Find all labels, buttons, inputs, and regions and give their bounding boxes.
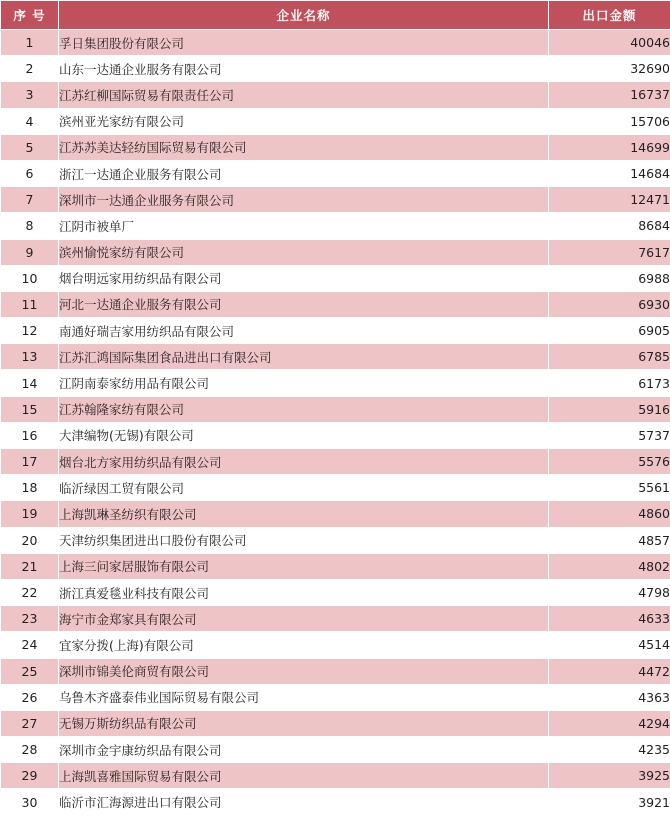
cell-export-amount: 6988 [549,265,670,291]
table-row [1,684,670,710]
table-row [1,318,670,344]
table-row [1,475,670,501]
cell-rank: 28 [1,737,59,763]
cell-export-amount: 3925 [549,763,670,789]
cell-company-name: 乌鲁木齐盛泰伟业国际贸易有限公司 [59,684,549,710]
table-row [1,82,670,108]
cell-rank: 18 [1,475,59,501]
table-row [1,501,670,527]
table-row [1,396,670,422]
cell-rank: 2 [1,56,59,82]
table-row [1,265,670,291]
cell-company-name: 上海三问家居服饰有限公司 [59,553,549,579]
cell-rank: 25 [1,658,59,684]
cell-company-name: 上海凯琳圣纺织有限公司 [59,501,549,527]
table-row [1,291,670,317]
table-header [1,1,670,30]
table-row [1,30,670,56]
cell-company-name: 浙江一达通企业服务有限公司 [59,160,549,186]
table-row [1,789,670,815]
table-row [1,56,670,82]
cell-export-amount: 16737 [549,82,670,108]
cell-company-name: 浙江真爱毯业科技有限公司 [59,579,549,605]
cell-export-amount: 5916 [549,396,670,422]
column-header-export-amount: 出口金额 [549,1,670,30]
table-row [1,763,670,789]
cell-export-amount: 4798 [549,579,670,605]
cell-export-amount: 4633 [549,606,670,632]
cell-company-name: 孚日集团股份有限公司 [59,30,549,56]
cell-rank: 17 [1,449,59,475]
table-body [1,30,670,816]
cell-rank: 9 [1,239,59,265]
cell-rank: 22 [1,579,59,605]
cell-company-name: 南通好瑞吉家用纺织品有限公司 [59,318,549,344]
cell-company-name: 滨州愉悦家纺有限公司 [59,239,549,265]
table-row [1,187,670,213]
cell-company-name: 天津纺织集团进出口股份有限公司 [59,527,549,553]
cell-company-name: 海宁市金郑家具有限公司 [59,606,549,632]
cell-company-name: 江苏苏美达轻纺国际贸易有限公司 [59,134,549,160]
cell-export-amount: 4857 [549,527,670,553]
cell-company-name: 河北一达通企业服务有限公司 [59,291,549,317]
cell-rank: 30 [1,789,59,815]
column-header-rank: 序 号 [1,1,59,30]
cell-rank: 11 [1,291,59,317]
cell-export-amount: 4514 [549,632,670,658]
table-row [1,710,670,736]
cell-rank: 16 [1,422,59,448]
cell-rank: 6 [1,160,59,186]
cell-rank: 27 [1,710,59,736]
cell-export-amount: 40046 [549,30,670,56]
table-row [1,213,670,239]
table-row [1,632,670,658]
cell-company-name: 深圳市一达通企业服务有限公司 [59,187,549,213]
cell-company-name: 深圳市金宇康纺织品有限公司 [59,737,549,763]
cell-rank: 21 [1,553,59,579]
cell-export-amount: 15706 [549,108,670,134]
cell-export-amount: 12471 [549,187,670,213]
cell-company-name: 江苏红柳国际贸易有限责任公司 [59,82,549,108]
table-row [1,134,670,160]
cell-export-amount: 4802 [549,553,670,579]
cell-company-name: 江阴市被单厂 [59,213,549,239]
table-row [1,579,670,605]
cell-rank: 8 [1,213,59,239]
cell-export-amount: 6930 [549,291,670,317]
cell-company-name: 宜家分拨(上海)有限公司 [59,632,549,658]
cell-company-name: 临沂市汇海源进出口有限公司 [59,789,549,815]
cell-export-amount: 4363 [549,684,670,710]
cell-export-amount: 4294 [549,710,670,736]
cell-company-name: 江阴南泰家纺用品有限公司 [59,370,549,396]
cell-company-name: 上海凯喜雅国际贸易有限公司 [59,763,549,789]
table-row [1,239,670,265]
cell-export-amount: 5561 [549,475,670,501]
cell-rank: 1 [1,30,59,56]
cell-export-amount: 6905 [549,318,670,344]
cell-rank: 10 [1,265,59,291]
table-row [1,344,670,370]
cell-export-amount: 4235 [549,737,670,763]
cell-rank: 15 [1,396,59,422]
cell-company-name: 无锡万斯纺织品有限公司 [59,710,549,736]
cell-export-amount: 5576 [549,449,670,475]
table-row [1,449,670,475]
cell-export-amount: 8684 [549,213,670,239]
cell-rank: 14 [1,370,59,396]
cell-export-amount: 14699 [549,134,670,160]
cell-export-amount: 14684 [549,160,670,186]
cell-rank: 26 [1,684,59,710]
table-row [1,553,670,579]
cell-rank: 3 [1,82,59,108]
cell-company-name: 临沂绿因工贸有限公司 [59,475,549,501]
cell-company-name: 江苏汇鸿国际集团食品进出口有限公司 [59,344,549,370]
cell-company-name: 山东一达通企业服务有限公司 [59,56,549,82]
cell-company-name: 深圳市锦美伦商贸有限公司 [59,658,549,684]
cell-rank: 13 [1,344,59,370]
cell-rank: 20 [1,527,59,553]
cell-export-amount: 4472 [549,658,670,684]
table-header-row [1,1,670,30]
cell-export-amount: 7617 [549,239,670,265]
table-row [1,370,670,396]
cell-export-amount: 5737 [549,422,670,448]
cell-rank: 29 [1,763,59,789]
cell-rank: 5 [1,134,59,160]
cell-export-amount: 6785 [549,344,670,370]
cell-export-amount: 4860 [549,501,670,527]
table-row [1,737,670,763]
cell-rank: 19 [1,501,59,527]
cell-company-name: 江苏翰隆家纺有限公司 [59,396,549,422]
cell-company-name: 烟台明远家用纺织品有限公司 [59,265,549,291]
table-row [1,658,670,684]
cell-export-amount: 3921 [549,789,670,815]
cell-export-amount: 6173 [549,370,670,396]
table-row [1,160,670,186]
column-header-company-name: 企业名称 [59,1,549,30]
cell-company-name: 滨州亚光家纺有限公司 [59,108,549,134]
table-row [1,422,670,448]
cell-export-amount: 32690 [549,56,670,82]
table-row [1,606,670,632]
cell-company-name: 烟台北方家用纺织品有限公司 [59,449,549,475]
cell-rank: 24 [1,632,59,658]
cell-rank: 4 [1,108,59,134]
table-row [1,527,670,553]
cell-rank: 23 [1,606,59,632]
cell-company-name: 大津编物(无锡)有限公司 [59,422,549,448]
cell-rank: 12 [1,318,59,344]
cell-rank: 7 [1,187,59,213]
table-row [1,108,670,134]
